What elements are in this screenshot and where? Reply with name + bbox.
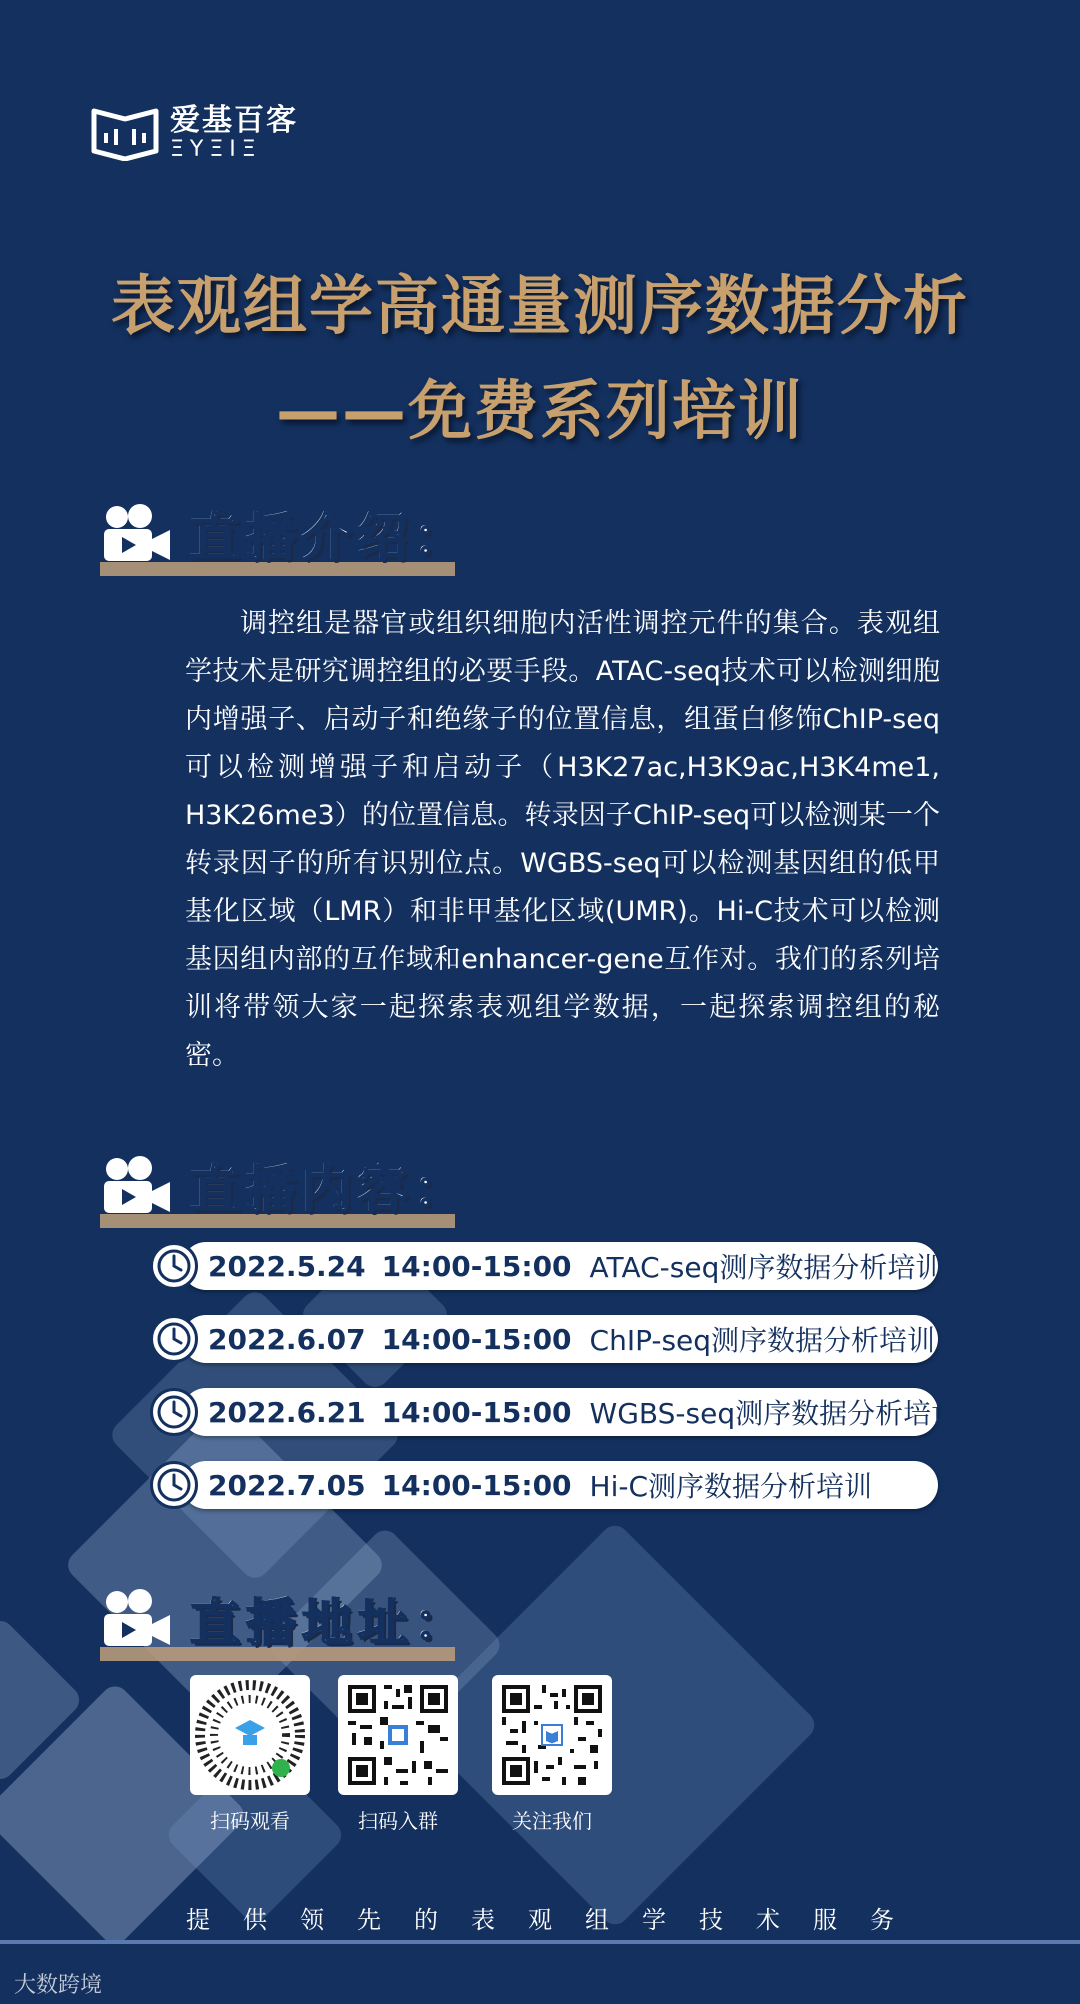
clock-icon xyxy=(150,1242,198,1290)
schedule-item xyxy=(150,1315,940,1363)
slogan: 提供领先的表观组学技术服务 xyxy=(186,1906,927,1934)
schedule-topic: ATAC-seq测序数据分析培训 xyxy=(589,1251,944,1284)
schedule-time: 14:00-15:00 xyxy=(381,1468,572,1502)
page-title: 表观组学高通量测序数据分析 xyxy=(111,270,969,344)
schedule-item xyxy=(150,1461,940,1509)
page-subtitle: ——免费系列培训 xyxy=(276,375,804,449)
mini-program-code[interactable] xyxy=(190,1675,310,1795)
schedule-topic: ChIP-seq测序数据分析培训 xyxy=(589,1324,936,1357)
section-label: 直播介绍： xyxy=(190,509,470,567)
video-camera-icon xyxy=(100,503,172,565)
schedule-pill xyxy=(182,1388,960,1436)
qr-label: 关注我们 xyxy=(512,1809,592,1833)
schedule-item xyxy=(150,1242,944,1290)
schedule-pill xyxy=(182,1315,938,1363)
section-label: 直播地址： xyxy=(190,1594,470,1652)
section-label: 直播内容： xyxy=(190,1161,470,1219)
qr-code-icon xyxy=(498,1681,606,1789)
qr-join-group[interactable] xyxy=(338,1675,458,1834)
schedule-topic: WGBS-seq测序数据分析培训 xyxy=(589,1397,960,1430)
qr-code[interactable] xyxy=(338,1675,458,1795)
qr-follow-us[interactable] xyxy=(492,1675,612,1834)
schedule-list xyxy=(150,1242,960,1534)
schedule-date: 2022.6.07 xyxy=(208,1322,366,1356)
qr-label: 扫码入群 xyxy=(358,1809,438,1833)
clock-icon xyxy=(150,1461,198,1509)
book-logo-icon xyxy=(90,105,160,161)
schedule-date: 2022.6.21 xyxy=(208,1395,366,1429)
brand-name: 爱基百客 xyxy=(170,103,298,138)
schedule-date: 2022.7.05 xyxy=(208,1468,366,1502)
video-camera-icon xyxy=(100,1155,172,1217)
section-header-content xyxy=(100,1150,470,1222)
brand-name-latin: ΞΥΞΙΞ xyxy=(170,137,262,162)
section-header-address xyxy=(100,1583,470,1655)
qr-watch[interactable] xyxy=(190,1675,310,1834)
intro-text: 调控组是器官或组织细胞内活性调控元件的集合。表观组学技术是研究调控组的必要手段。ATAC-seq技术可以检测细胞内增强子、启动子和绝缘子的位置信息，组蛋白修饰ChIP-seq可以检测增强子和启动子（H3K27ac,H3K9ac,H3K4me1, H3K26me3）的位置信息。转录因子ChIP-seq可以检测某一个转录因子的所有识别位点。WGBS-seq可以检测基因组的低甲基化区域（LMR）和非甲基化区域(UMR)。Hi-C技术可以检测基因组内部的互作域和enhancer-gene互作对。我们的系列培训将带领大家一起探索表观组学数据，一起探索调控组的秘密。 xyxy=(185,608,940,1071)
schedule-item xyxy=(150,1388,960,1436)
section-header-intro xyxy=(100,498,470,570)
clock-icon xyxy=(150,1315,198,1363)
watermark: 大数跨境 xyxy=(14,1973,103,1998)
qr-code-icon xyxy=(344,1681,452,1789)
brand-logo xyxy=(90,104,298,162)
decor-diamond xyxy=(410,1520,820,1930)
schedule-date: 2022.5.24 xyxy=(208,1249,366,1283)
schedule-pill xyxy=(182,1461,938,1509)
schedule-time: 14:00-15:00 xyxy=(381,1395,572,1429)
clock-icon xyxy=(150,1388,198,1436)
video-camera-icon xyxy=(100,1588,172,1650)
schedule-topic: Hi-C测序数据分析培训 xyxy=(589,1470,873,1503)
schedule-time: 14:00-15:00 xyxy=(381,1322,572,1356)
slogan-divider xyxy=(0,1940,1080,1944)
intro-paragraph xyxy=(185,600,940,1080)
qr-code[interactable] xyxy=(492,1675,612,1795)
schedule-pill xyxy=(182,1242,944,1290)
schedule-time: 14:00-15:00 xyxy=(381,1249,572,1283)
qr-code-icon xyxy=(195,1680,305,1790)
qr-label: 扫码观看 xyxy=(210,1809,290,1833)
